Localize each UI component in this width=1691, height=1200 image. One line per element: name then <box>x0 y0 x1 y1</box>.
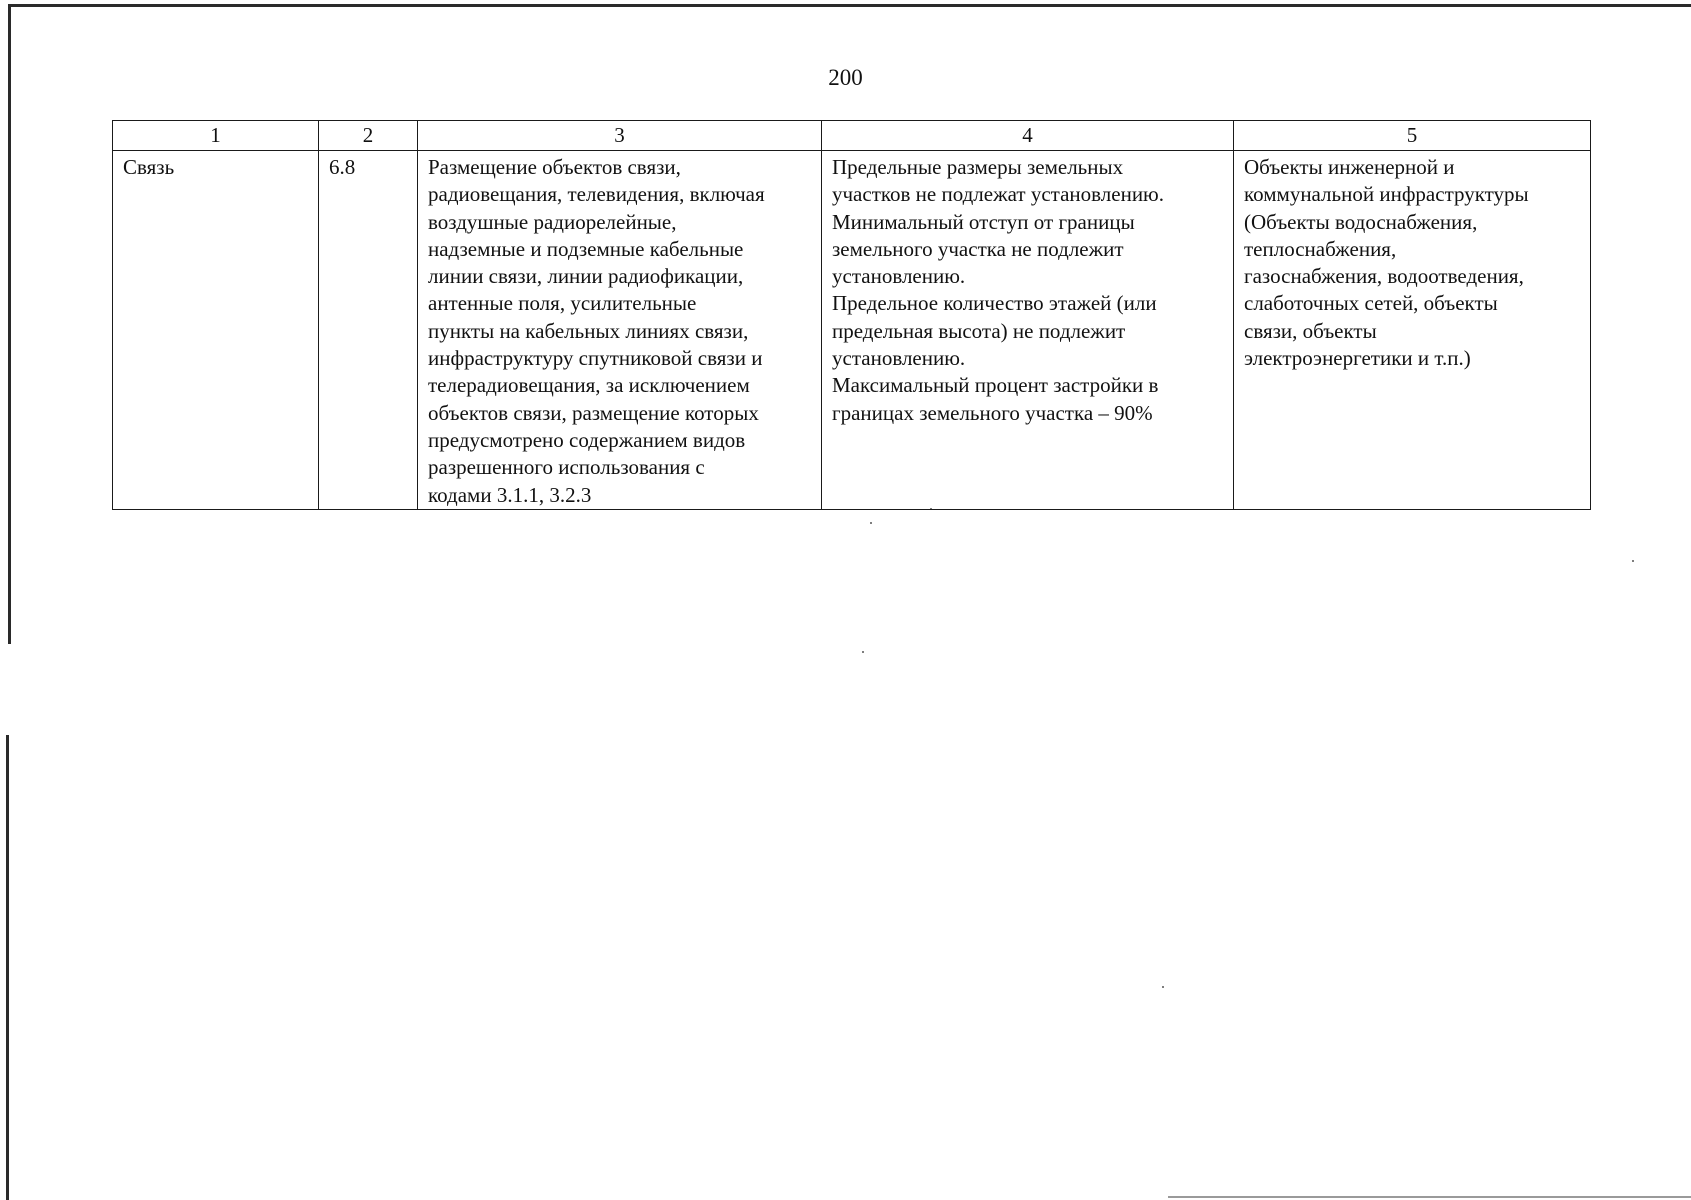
description-line: кодами 3.1.1, 3.2.3 <box>428 482 592 507</box>
page-number: 200 <box>828 65 863 90</box>
parameters-line: участков не подлежат установлению. <box>832 182 1164 207</box>
parameters-line: Максимальный процент застройки в <box>832 373 1159 398</box>
column-header: 2 <box>319 121 418 151</box>
use-code: 6.8 <box>329 155 356 179</box>
parameters-line: границах земельного участка – 90% <box>832 400 1153 425</box>
use-code-cell <box>319 151 418 510</box>
description-line: пункты на кабельных линиях связи, <box>428 318 749 343</box>
infrastructure-line: теплоснабжения, <box>1244 236 1397 261</box>
column-header: 1 <box>113 121 319 151</box>
scan-border-top <box>8 4 1691 7</box>
description-line: телерадиовещания, за исключением <box>428 373 750 398</box>
parameters-line: земельного участка не подлежит <box>832 236 1124 261</box>
parameters-line: Предельное количество этажей (или <box>832 291 1157 316</box>
column-header: 4 <box>822 121 1234 151</box>
description-line: антенные поля, усилительные <box>428 291 697 316</box>
column-header: 3 <box>418 121 822 151</box>
infrastructure-line: слаботочных сетей, объекты <box>1244 291 1498 316</box>
column-header: 5 <box>1234 121 1591 151</box>
description-line: разрешенного использования с <box>428 455 705 480</box>
description-line: Размещение объектов связи, <box>428 155 681 179</box>
infrastructure-line: газоснабжения, водоотведения, <box>1244 264 1524 289</box>
header-row <box>113 121 1591 151</box>
scan-speck <box>1632 560 1634 562</box>
scan-border-bottom <box>1168 1196 1691 1198</box>
infrastructure-line: электроэнергетики и т.п.) <box>1244 346 1471 371</box>
infrastructure-line: связи, объекты <box>1244 318 1377 343</box>
description-line: линии связи, линии радиофикации, <box>428 264 744 289</box>
description-line: надземные и подземные кабельные <box>428 236 744 261</box>
zoning-table <box>112 120 1591 510</box>
parameters-line: Предельные размеры земельных <box>832 155 1124 179</box>
scan-border-left <box>6 735 9 1200</box>
description-line: предусмотрено содержанием видов <box>428 427 746 452</box>
description-line: воздушные радиорелейные, <box>428 209 677 234</box>
description-line: объектов связи, размещение которых <box>428 400 759 425</box>
parameters-cell <box>822 151 1234 510</box>
scan-speck <box>862 651 864 653</box>
use-name-cell <box>113 151 319 510</box>
infrastructure-line: (Объекты водоснабжения, <box>1244 209 1478 234</box>
description-line: радиовещания, телевидения, включая <box>428 182 765 207</box>
description-line: инфраструктуру спутниковой связи и <box>428 346 763 371</box>
parameters-line: Минимальный отступ от границы <box>832 209 1135 234</box>
table-row <box>113 151 1591 510</box>
description-cell <box>418 151 822 510</box>
infrastructure-line: Объекты инженерной и <box>1244 155 1455 179</box>
infrastructure-line: коммунальной инфраструктуры <box>1244 182 1529 207</box>
scan-speck <box>1162 986 1164 988</box>
parameters-line: предельная высота) не подлежит <box>832 318 1126 343</box>
use-name: Связь <box>123 155 175 179</box>
parameters-line: установлению. <box>832 264 966 289</box>
scan-speck <box>870 522 872 524</box>
parameters-line: установлению. <box>832 346 966 371</box>
infrastructure-cell <box>1234 151 1591 510</box>
scan-border-left <box>8 4 11 644</box>
